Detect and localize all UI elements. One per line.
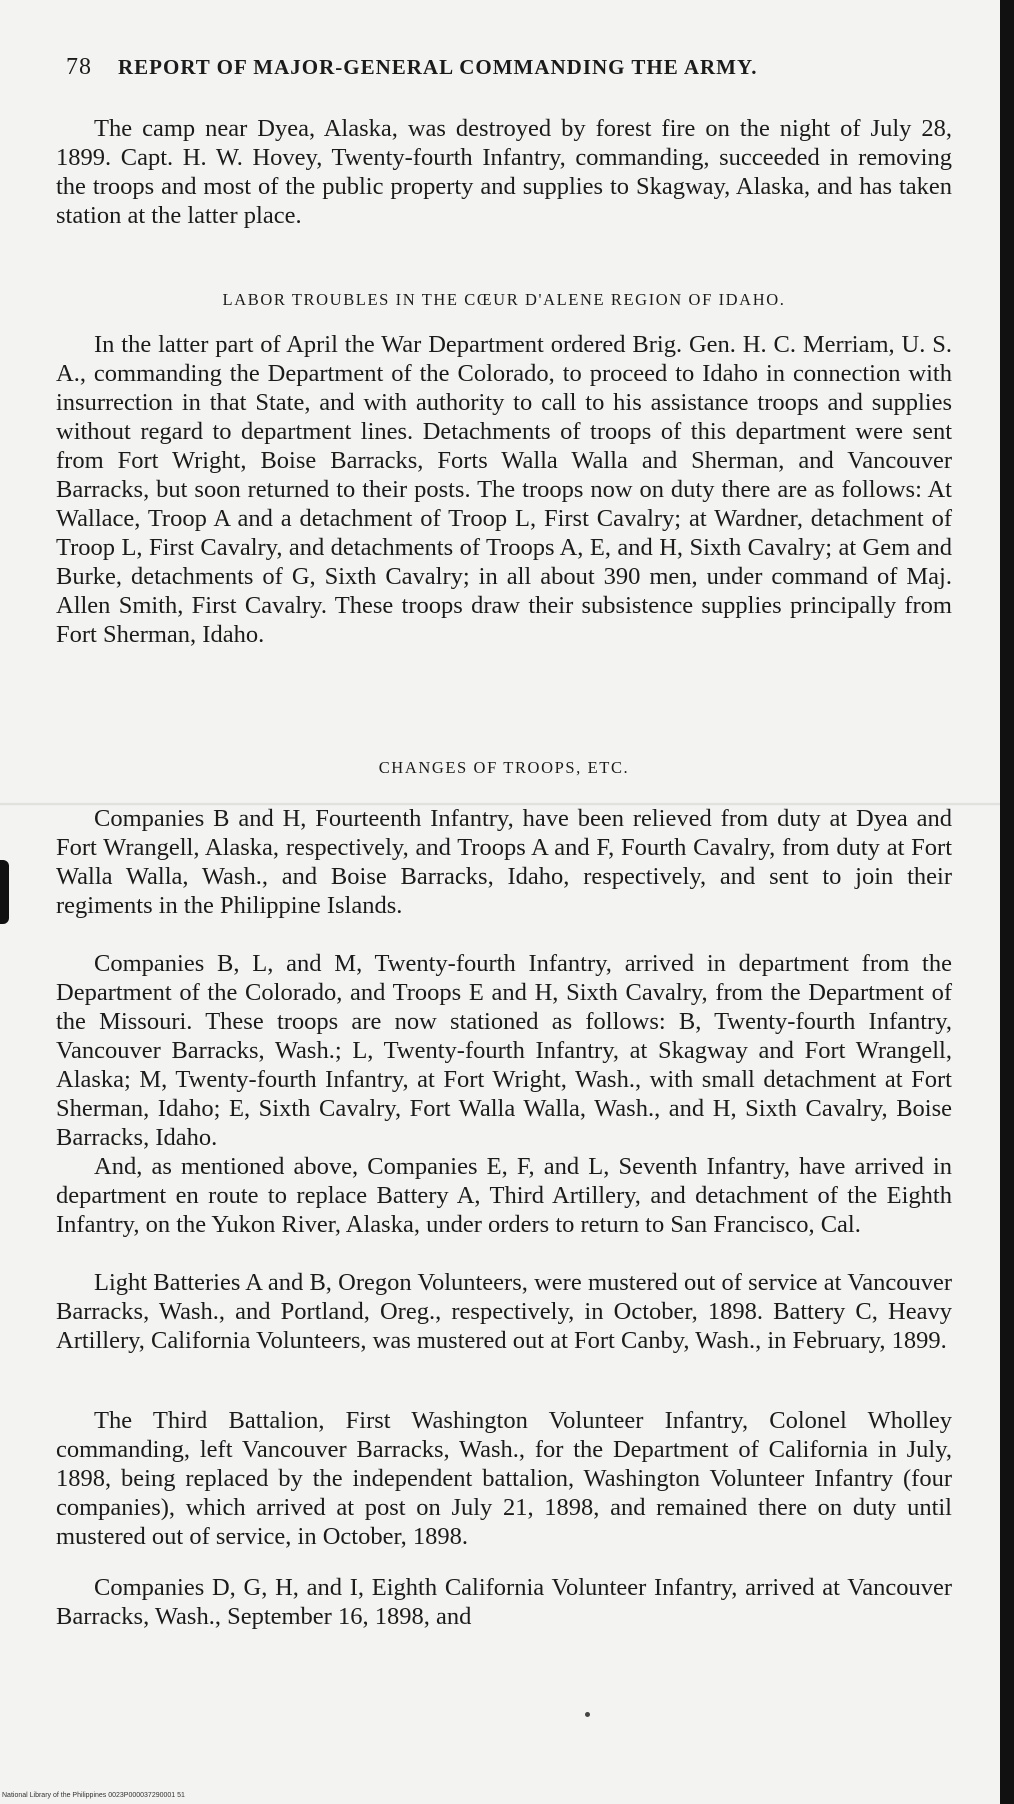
paragraph-oregon-volunteers: Light Batteries A and B, Oregon Volunteers, were mustered out of service at Vancouver Barracks, Wash., and Portland, Oreg., respectively, in October, 1898. Battery C, Heavy Artillery, California Volunteers, was mustered out at Fort Canby, Wash., in February, 1899. xyxy=(56,1269,952,1354)
section-heading-changes-of-troops: CHANGES OF TROOPS, ETC. xyxy=(378,758,630,777)
paragraph-washington-volunteers: The Third Battalion, First Washington Volunteer Infantry, Colonel Wholley commanding, left Vancouver Barracks, Wash., for the Department of California in July, 1898, being replaced by the independent battalion, Washington Volunteer Infantry (four companies), which arrived at post on July 21, 1898, and remained there on duty until mustered out of service, in October, 1898. xyxy=(56,1407,952,1550)
scan-speck xyxy=(585,1712,590,1717)
paragraph-coeur-dalene: In the latter part of April the War Department ordered Brig. Gen. H. C. Merriam, U. S. A., commanding the Department of the Colorado, to proceed to Idaho in connection with insurrection in that State, and with authority to call to his assistance troops and supplies without regard to department lines. Detachments of troops of this department were sent from Fort Wright, Boise Barracks, Forts Walla Walla and Sherman, and Vancouver Barracks, but soon returned to their posts. The troops now on duty there are as follows: At Wallace, Troop A and a detachment of Troop L, First Cavalry; at Wardner, detachment of Troop L, First Cavalry, and detachments of Troops A, E, and H, Sixth Cavalry; at Gem and Burke, detachments of G, Sixth Cavalry; in all about 390 men, under command of Maj. Allen Smith, First Cavalry. These troops draw their subsistence supplies principally from Fort Sherman, Idaho. xyxy=(56,331,952,648)
page-number: 78 xyxy=(66,54,92,80)
running-title: REPORT OF MAJOR-GENERAL COMMANDING THE ARMY. xyxy=(118,55,758,79)
section-heading-labor-troubles: LABOR TROUBLES IN THE CŒUR D'ALENE REGION OF IDAHO. xyxy=(222,290,786,309)
paragraph-dyea-fire: The camp near Dyea, Alaska, was destroyed by forest fire on the night of July 28, 1899. Capt. H. W. Hovey, Twenty-fourth Infantry, commanding, succeeded in removing the troops and most of the public property and supplies to Skagway, Alaska, and has taken station at the latter place. xyxy=(56,115,952,229)
library-stamp: National Library of the Philippines 0023P000037290001 51 xyxy=(2,1792,185,1799)
scan-edge xyxy=(1000,0,1014,1804)
paragraph-fourteenth-infantry: Companies B and H, Fourteenth Infantry, have been relieved from duty at Dyea and Fort Wrangell, Alaska, respectively, and Troops A and F, Fourth Cavalry, from duty at Fort Walla Walla, Wash., and Boise Barracks, Idaho, respectively, and sent to join their regiments in the Philippine Islands. xyxy=(56,805,952,919)
paragraph-california-volunteers: Companies D, G, H, and I, Eighth California Volunteer Infantry, arrived at Vancouver Barracks, Wash., September 16, 1898, and xyxy=(56,1574,952,1630)
page-header xyxy=(66,54,946,81)
paragraph-twenty-fourth-infantry: Companies B, L, and M, Twenty-fourth Infantry, arrived in department from the Department of the Colorado, and Troops E and H, Sixth Cavalry, from the Department of the Missouri. These troops are now stationed as follows: B, Twenty-fourth Infantry, Vancouver Barracks, Wash.; L, Twenty-fourth Infantry, at Skagway and Fort Wrangell, Alaska; M, Twenty-fourth Infantry, at Fort Wright, Wash., with small detachment at Fort Sherman, Idaho; E, Sixth Cavalry, Fort Walla Walla, Wash., and H, Sixth Cavalry, Boise Barracks, Idaho. xyxy=(56,950,952,1151)
scan-binding-mark xyxy=(0,860,9,924)
paragraph-seventh-infantry: And, as mentioned above, Companies E, F, and L, Seventh Infantry, have arrived in department en route to replace Battery A, Third Artillery, and detachment of the Eighth Infantry, on the Yukon River, Alaska, under orders to return to San Francisco, Cal. xyxy=(56,1153,952,1238)
